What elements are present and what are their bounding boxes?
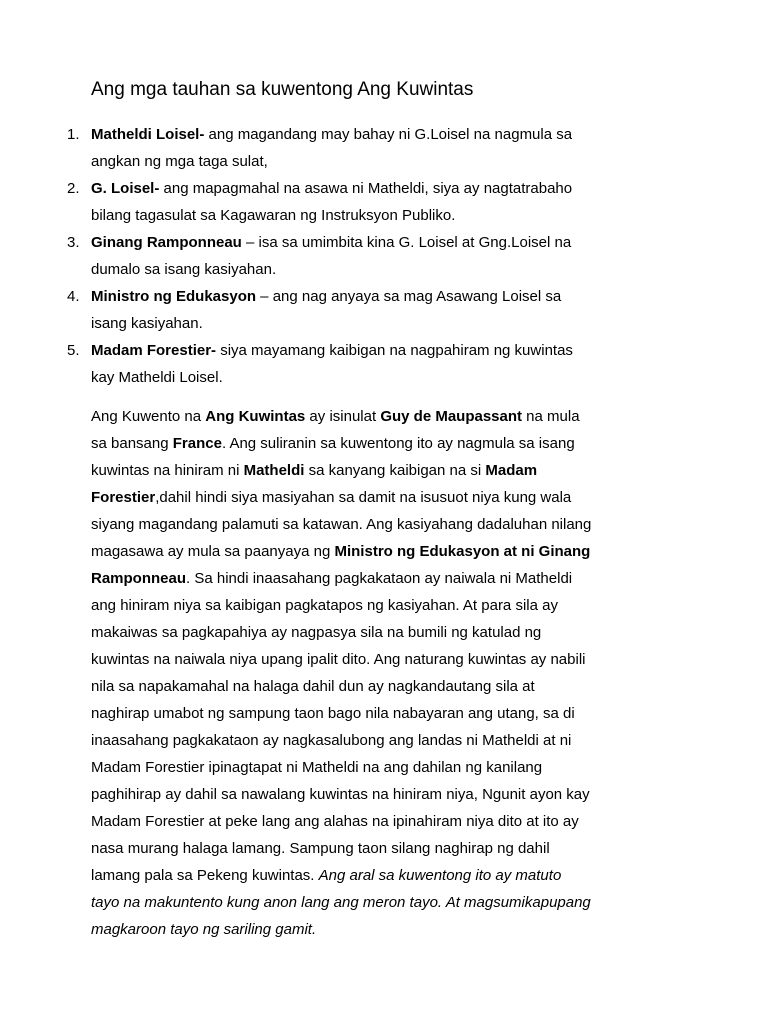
text-line — [91, 781, 693, 808]
text-run: isang kasiyahan. — [91, 315, 203, 332]
text-line — [91, 511, 693, 538]
text-line — [91, 700, 693, 727]
text-run: magasawa ay mula sa paanyaya ng — [91, 543, 335, 560]
text-line — [91, 256, 701, 283]
text-line — [91, 592, 693, 619]
text-line — [91, 337, 701, 364]
text-line — [91, 565, 693, 592]
text-run: Madam Forestier at peke lang ang alahas na ipinahiram niya dito at ito ay — [91, 813, 579, 830]
text-run: sa bansang — [91, 435, 173, 452]
text-line — [91, 364, 701, 391]
text-line — [91, 808, 693, 835]
text-line — [91, 430, 693, 457]
text-run: . Sa hindi inaasahang pagkakataon ay naiwala ni Matheldi — [186, 570, 573, 587]
text-run: nila sa napakamahal na halaga dahil dun ay nagkandautang sila at — [91, 678, 535, 695]
text-run: kuwintas na hiniram ni — [91, 462, 244, 479]
bold-text: Ang Kuwintas — [205, 408, 306, 425]
text-run: siya mayamang kaibigan na nagpahiram ng kuwintas — [216, 342, 573, 359]
text-run: paghihirap ay dahil sa nawalang kuwintas na hiniram niya, Ngunit ayon kay — [91, 786, 590, 803]
text-line — [91, 754, 693, 781]
text-run: ang hiniram niya sa kaibigan pagkatapos ng kasiyahan. At para sila ay — [91, 597, 558, 614]
text-line — [91, 484, 693, 511]
character-item — [67, 121, 701, 175]
text-run: . Ang suliranin sa kuwentong ito ay nagmula sa isang — [221, 435, 575, 452]
character-item — [67, 283, 701, 337]
text-run: sa kanyang kaibigan na si — [304, 462, 486, 479]
text-line — [91, 538, 693, 565]
text-run: makaiwas sa pagkapahiya ay nagpasya sila na bumili ng katulad ng — [91, 624, 542, 641]
text-line — [91, 619, 693, 646]
list-number: 4. — [67, 288, 80, 305]
bold-text: G. Loisel- — [91, 180, 160, 197]
text-line — [91, 310, 701, 337]
bold-text: Matheldi Loisel- — [91, 126, 205, 143]
text-line — [91, 229, 701, 256]
text-run: ang magandang may bahay ni G.Loisel na nagmula sa — [204, 126, 573, 143]
text-run: naghirap umabot ng sampung taon bago nila nabayaran ang utang, sa di — [91, 705, 575, 722]
italic-text: tayo na makuntento kung anon lang ang meron tayo. At magsumikapupang — [91, 894, 591, 911]
character-item — [67, 337, 701, 391]
character-item — [67, 175, 701, 229]
text-line — [91, 646, 693, 673]
list-number: 5. — [67, 342, 80, 359]
character-list — [67, 121, 701, 391]
text-run: Madam Forestier ipinagtapat ni Matheldi na ang dahilan ng kanilang — [91, 759, 543, 776]
text-line — [91, 889, 693, 916]
bold-text: Ramponneau — [91, 570, 187, 587]
character-item — [67, 229, 701, 283]
text-line — [91, 175, 701, 202]
bold-text: Madam — [485, 462, 538, 479]
text-run: lamang pala sa Pekeng kuwintas. — [91, 867, 319, 884]
text-line — [91, 283, 701, 310]
list-number: 3. — [67, 234, 80, 251]
bold-text: Ginang Ramponneau — [91, 234, 242, 251]
text-line — [91, 673, 693, 700]
text-run: dumalo sa isang kasiyahan. — [91, 261, 277, 278]
text-run: – ang nag anyaya sa mag Asawang Loisel sa — [256, 288, 562, 305]
document-title: Ang mga tauhan sa kuwentong Ang Kuwintas — [91, 79, 474, 100]
text-line — [91, 727, 693, 754]
text-run: siyang magandang palamuti sa katawan. Ang kasiyahang dadaluhan nilang — [91, 516, 592, 533]
bold-text: Ministro ng Edukasyon at ni Ginang — [334, 543, 591, 560]
list-number: 2. — [67, 180, 80, 197]
text-run: ay isinulat — [305, 408, 381, 425]
text-run: inaasahang pagkakataon ay nagkasalubong ang landas ni Matheldi at ni — [91, 732, 572, 749]
text-run: nasa murang halaga lamang. Sampung taon silang naghirap ng dahil — [91, 840, 550, 857]
list-number: 1. — [67, 126, 80, 143]
story-summary-paragraph — [91, 403, 693, 943]
text-line — [91, 148, 701, 175]
text-line — [91, 835, 693, 862]
text-run: ,dahil hindi siya masiyahan sa damit na isusuot niya kung wala — [155, 489, 572, 506]
italic-text: Ang aral sa kuwentong ito ay matuto — [318, 867, 562, 884]
bold-text: Madam Forestier- — [91, 342, 217, 359]
text-run: Ang Kuwento na — [91, 408, 206, 425]
bold-text: Guy de Maupassant — [380, 408, 523, 425]
text-run: kay Matheldi Loisel. — [91, 369, 223, 386]
text-line — [91, 457, 693, 484]
text-line — [91, 121, 701, 148]
text-line — [91, 862, 693, 889]
bold-text: Ministro ng Edukasyon — [91, 288, 257, 305]
text-run: bilang tagasulat sa Kagawaran ng Instruksyon Publiko. — [91, 207, 456, 224]
bold-text: Forestier — [91, 489, 156, 506]
text-line — [91, 916, 693, 943]
italic-text: magkaroon tayo ng sariling gamit. — [91, 921, 317, 938]
text-line — [91, 202, 701, 229]
text-run: ang mapagmahal na asawa ni Matheldi, siya ay nagtatrabaho — [159, 180, 573, 197]
bold-text: France — [172, 435, 222, 452]
bold-text: Matheldi — [243, 462, 305, 479]
text-run: – isa sa umimbita kina G. Loisel at Gng.Loisel na — [241, 234, 572, 251]
text-run: angkan ng mga taga sulat, — [91, 153, 268, 170]
text-line — [91, 403, 693, 430]
text-run: kuwintas na naiwala niya upang ipalit dito. Ang naturang kuwintas ay nabili — [91, 651, 586, 668]
text-run: na mula — [522, 408, 580, 425]
